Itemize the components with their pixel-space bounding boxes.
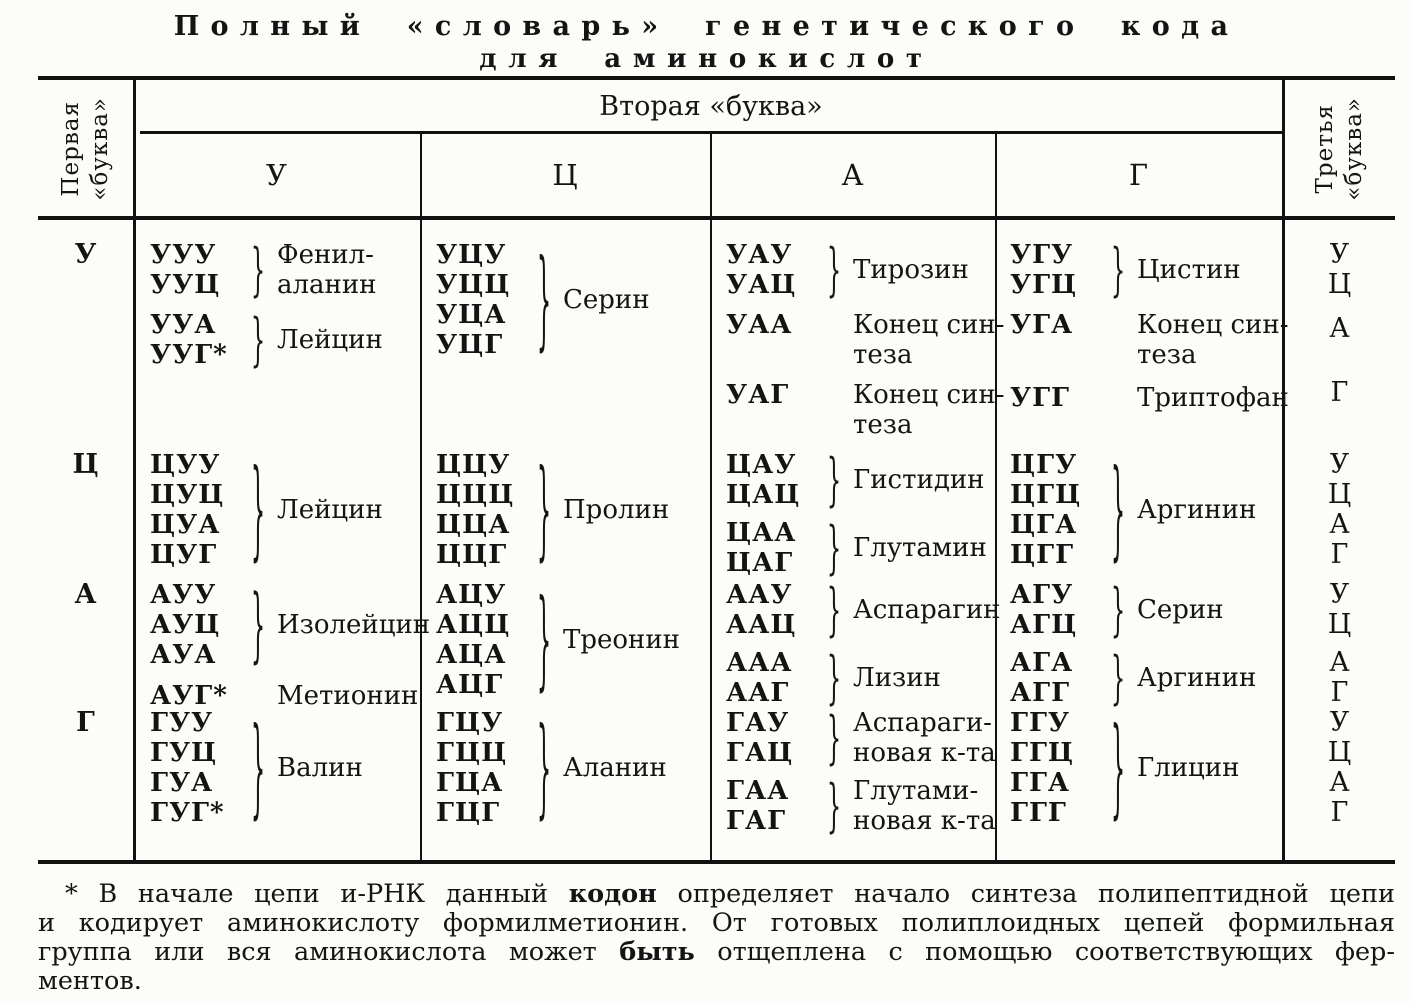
codon: ЦАГ — [726, 548, 794, 578]
brace-icon: } — [826, 236, 842, 304]
codon: АЦУ — [436, 580, 507, 610]
codon: АГЦ — [1010, 610, 1078, 640]
amino-acid-line: Лизин — [853, 663, 941, 693]
brace-icon: } — [1110, 576, 1126, 644]
brace-icon: } — [536, 577, 552, 703]
codon: АГА — [1010, 648, 1074, 678]
codon-group — [726, 236, 969, 304]
codon: ЦГГ — [1010, 540, 1075, 570]
codon-list — [726, 708, 821, 768]
column-header-u: У — [266, 158, 287, 192]
codon: ГЦГ — [436, 798, 501, 828]
codon: УУГ* — [150, 340, 228, 370]
third-letter: Ц — [1327, 269, 1352, 300]
amino-acid-label — [853, 465, 985, 495]
brace-icon: } — [250, 236, 266, 304]
amino-acid-label — [1137, 383, 1289, 413]
amino-acid-label — [853, 255, 969, 285]
second-letter-header: Вторая «буква» — [599, 91, 823, 122]
codon: УАУ — [726, 240, 793, 270]
cell-a-u — [150, 577, 431, 713]
amino-acid-line: Глутами- — [853, 776, 979, 806]
codon: ГУЦ — [150, 738, 218, 768]
codon: ЦЦЦ — [436, 480, 515, 510]
third-letter: А — [1329, 767, 1350, 798]
brace-icon: } — [826, 514, 842, 582]
codon: АЦА — [436, 640, 507, 670]
codon: ГГЦ — [1010, 738, 1075, 768]
codon-list — [726, 776, 821, 836]
first-letter-header — [38, 84, 133, 214]
codon: АГУ — [1010, 580, 1074, 610]
cell-g-c — [436, 705, 702, 831]
amino-acid-line: Лейцин — [277, 325, 383, 355]
footnote-text: отщеплена с помощью соответствующих фер- — [694, 937, 1395, 967]
first-letter-header-line2: «буква» — [86, 97, 113, 201]
cell-g-a — [726, 704, 996, 840]
third-letter: Г — [1330, 539, 1349, 570]
third-letter: Ц — [1327, 737, 1352, 768]
footnote-line-2: и кодирует аминокислоту формилметионин. От готовых полиплоидных цепей формильная — [38, 908, 1395, 938]
codon: АУА — [150, 640, 217, 670]
codon: ААГ — [726, 678, 790, 708]
amino-acid-label — [853, 708, 996, 768]
third-letter: Г — [1330, 377, 1349, 408]
codon: УЦЦ — [436, 270, 511, 300]
cell-u-u — [150, 236, 412, 374]
amino-acid-line: Серин — [1137, 595, 1224, 625]
rule-top — [38, 76, 1395, 80]
amino-acid-line: аланин — [277, 270, 377, 300]
codon: АЦГ — [436, 670, 504, 700]
amino-acid-label — [853, 380, 1004, 440]
codon: УГЦ — [1010, 270, 1078, 300]
codon-list — [1010, 580, 1105, 640]
codon-group — [726, 310, 1004, 370]
codon: ГУА — [150, 768, 214, 798]
cell-u-a — [726, 236, 1005, 440]
codon: ГУГ* — [150, 798, 225, 828]
amino-acid-label — [853, 533, 987, 563]
codon: УУУ — [150, 240, 217, 270]
amino-acid-line: Цистин — [1137, 255, 1241, 285]
codon: УГА — [1010, 310, 1074, 340]
third-letter: У — [1329, 579, 1350, 610]
vline-first-letter — [133, 78, 136, 862]
codon-list — [1010, 310, 1105, 340]
codon-group — [1010, 705, 1240, 831]
codon-list — [726, 580, 821, 640]
amino-acid-line: Аргинин — [1137, 495, 1257, 525]
cell-c-c — [436, 447, 702, 573]
cell-g-g — [1010, 705, 1274, 831]
codon-list — [150, 240, 245, 300]
codon: ЦУГ — [150, 540, 218, 570]
amino-acid-line: Метионин — [277, 680, 419, 711]
codon: АЦЦ — [436, 610, 511, 640]
codon: ЦЦА — [436, 510, 511, 540]
codon: ЦЦУ — [436, 450, 511, 480]
codon: АУГ* — [150, 680, 228, 711]
amino-acid-label — [277, 240, 377, 300]
amino-acid-label — [563, 625, 680, 655]
codon-list — [1010, 383, 1105, 413]
codon: УУА — [150, 310, 217, 340]
rule-under-header — [38, 216, 1395, 220]
codon-list — [150, 681, 245, 711]
amino-acid-line: Конец син- — [853, 310, 1005, 340]
amino-acid-label — [1137, 753, 1239, 783]
brace-icon: } — [826, 576, 842, 644]
codon: ГЦА — [436, 768, 504, 798]
cell-c-a — [726, 446, 988, 582]
brace-icon: } — [1110, 705, 1126, 831]
third-letter: У — [1329, 239, 1350, 270]
amino-acid-label — [1137, 663, 1256, 693]
footnote-line-3 — [38, 938, 1395, 967]
amino-acid-line: новая к-та — [853, 738, 996, 768]
codon: АУУ — [150, 580, 217, 610]
amino-acid-line: новая к-та — [853, 806, 996, 836]
amino-acid-label — [1137, 595, 1224, 625]
codon-group — [1010, 447, 1257, 573]
cell-a-a — [726, 576, 1001, 712]
amino-acid-line: Аспараги- — [853, 708, 992, 738]
footnote — [38, 880, 1395, 996]
third-letter: У — [1329, 707, 1350, 738]
brace-icon: } — [536, 237, 552, 363]
amino-acid-line: Фенил- — [277, 240, 374, 270]
codon-group — [726, 380, 1004, 440]
brace-icon: } — [250, 447, 266, 573]
column-header-g: Г — [1128, 158, 1149, 192]
codon: ЦАЦ — [726, 480, 801, 510]
codon-list — [150, 708, 245, 828]
title-line-1: Полный «словарь» генетического кода — [173, 11, 1240, 42]
row-letter-a: А — [74, 579, 97, 610]
cell-c-u — [150, 447, 412, 573]
vline-col-u-c — [420, 134, 422, 862]
column-header-c: Ц — [552, 158, 578, 192]
third-letter: Г — [1330, 677, 1349, 708]
row-letter-g: Г — [76, 707, 95, 738]
codon-group — [726, 576, 1001, 644]
brace-icon: } — [536, 705, 552, 831]
brace-icon: } — [250, 306, 266, 374]
footnote-text: * В начале цепи и-РНК данный — [65, 879, 569, 909]
codon: ГГА — [1010, 768, 1071, 798]
third-letter: У — [1329, 449, 1350, 480]
brace-icon: } — [826, 772, 842, 840]
codon: ЦУА — [150, 510, 221, 540]
brace-icon: } — [1110, 236, 1126, 304]
third-letters-row-u — [1284, 240, 1395, 408]
codon-group — [726, 704, 996, 772]
amino-acid-line: теза — [1137, 340, 1197, 370]
amino-acid-label — [277, 325, 383, 355]
codon-list — [726, 648, 821, 708]
brace-icon: } — [1110, 644, 1126, 712]
amino-acid-line: Конец син- — [853, 380, 1005, 410]
codon-group — [1010, 644, 1257, 712]
codon: УЦА — [436, 300, 507, 330]
amino-acid-line: Треонин — [563, 625, 681, 655]
codon: ГУУ — [150, 708, 214, 738]
cell-g-u — [150, 705, 412, 831]
third-letter-header-line1: Третья — [1312, 104, 1339, 194]
codon: УАЦ — [726, 270, 797, 300]
amino-acid-label — [277, 681, 418, 711]
first-letter-header-line1: Первая — [58, 101, 85, 197]
third-letter: Ц — [1327, 479, 1352, 510]
amino-acid-line: Конец син- — [1137, 310, 1289, 340]
amino-acid-line: Глутамин — [853, 533, 987, 563]
codon: УЦУ — [436, 240, 507, 270]
codon-list — [436, 708, 531, 828]
footnote-line-4: ментов. — [38, 966, 142, 996]
codon-list — [726, 240, 821, 300]
third-letter: Г — [1330, 797, 1349, 828]
codon-list — [726, 518, 821, 578]
amino-acid-line: теза — [853, 340, 913, 370]
cell-u-g — [1010, 236, 1289, 415]
amino-acid-line: теза — [853, 410, 913, 440]
codon-list — [436, 240, 531, 360]
page-title — [0, 10, 1413, 74]
rule-bottom — [38, 860, 1395, 864]
codon-list — [436, 450, 531, 570]
codon: АУЦ — [150, 610, 221, 640]
amino-acid-label — [1137, 310, 1288, 370]
amino-acid-label — [1137, 495, 1256, 525]
codon: ЦГЦ — [1010, 480, 1082, 510]
codon-group — [726, 772, 996, 840]
codon: ЦГА — [1010, 510, 1078, 540]
codon: УЦГ — [436, 330, 504, 360]
amino-acid-line: Изолейцин — [277, 610, 431, 640]
third-letter-header-line2: «буква» — [1340, 97, 1367, 201]
footnote-text: определяет начало синтеза полипептидной цепи — [656, 879, 1395, 909]
amino-acid-label — [1137, 255, 1241, 285]
amino-acid-label — [563, 495, 669, 525]
codon-group — [150, 577, 431, 673]
codon: ААЦ — [726, 610, 797, 640]
codon: ГАУ — [726, 708, 790, 738]
footnote-bold-kodon: кодон — [568, 879, 657, 909]
codon-group — [150, 705, 363, 831]
codon: ЦУУ — [150, 450, 221, 480]
codon: ГАА — [726, 776, 790, 806]
codon: ЦГУ — [1010, 450, 1078, 480]
codon: ГАЦ — [726, 738, 794, 768]
amino-acid-label — [277, 495, 383, 525]
amino-acid-line: Гистидин — [853, 465, 985, 495]
third-letter: А — [1329, 647, 1350, 678]
codon: УАА — [726, 310, 793, 340]
third-letter: А — [1329, 509, 1350, 540]
codon-group — [726, 514, 987, 582]
codon-list — [150, 450, 245, 570]
codon: ГАГ — [726, 806, 787, 836]
codon-list — [436, 580, 531, 700]
codon: ЦУЦ — [150, 480, 225, 510]
cell-u-c — [436, 237, 702, 363]
footnote-line-1 — [38, 880, 1395, 909]
codon: УУЦ — [150, 270, 221, 300]
codon-group — [1010, 310, 1288, 370]
codon-list — [1010, 240, 1105, 300]
footnote-text: группа или вся аминокислота может — [38, 937, 620, 967]
amino-acid-label — [853, 663, 941, 693]
codon: ГЦУ — [436, 708, 504, 738]
brace-icon: } — [826, 704, 842, 772]
vline-col-c-a — [710, 134, 712, 862]
codon-list — [1010, 450, 1105, 570]
codon: ЦАУ — [726, 450, 797, 480]
row-letter-c: Ц — [72, 449, 99, 480]
codon-group — [1010, 380, 1289, 415]
codon-group — [726, 446, 985, 514]
brace-icon: } — [826, 446, 842, 514]
amino-acid-label — [853, 310, 1004, 370]
amino-acid-label — [853, 595, 1001, 625]
amino-acid-line: Лейцин — [277, 495, 383, 525]
codon: ГГУ — [1010, 708, 1071, 738]
codon-list — [1010, 708, 1105, 828]
cell-a-c — [436, 577, 702, 703]
amino-acid-label — [277, 753, 363, 783]
codon-group — [436, 577, 681, 703]
codon: ЦЦГ — [436, 540, 508, 570]
codon-group — [436, 705, 667, 831]
amino-acid-line: Валин — [277, 753, 363, 783]
third-letter: А — [1329, 313, 1350, 344]
third-letters-row-c — [1284, 450, 1395, 570]
codon-list — [150, 580, 245, 670]
row-letter-u: У — [74, 239, 97, 270]
amino-acid-line: Серин — [563, 285, 650, 315]
amino-acid-label — [277, 610, 430, 640]
amino-acid-line: Тирозин — [853, 255, 969, 285]
brace-icon: } — [250, 577, 266, 673]
codon-group — [1010, 236, 1241, 304]
codon: УГУ — [1010, 240, 1074, 270]
third-letters-row-a — [1284, 580, 1395, 708]
amino-acid-line: Пролин — [563, 495, 670, 525]
codon-list — [150, 310, 245, 370]
third-letter: Ц — [1327, 609, 1352, 640]
brace-icon: } — [536, 447, 552, 573]
third-letter-header — [1284, 84, 1395, 214]
amino-acid-line: Аргинин — [1137, 663, 1257, 693]
amino-acid-line: Глицин — [1137, 753, 1240, 783]
codon: УАГ — [726, 380, 790, 410]
third-letters-row-g — [1284, 708, 1395, 828]
amino-acid-label — [853, 776, 996, 836]
codon: ГГГ — [1010, 798, 1067, 828]
column-header-a: А — [841, 158, 864, 192]
amino-acid-line: Аспарагин — [853, 595, 1001, 625]
footnote-bold-byt: быть — [619, 937, 695, 967]
amino-acid-line: Аланин — [563, 753, 667, 783]
codon: ГЦЦ — [436, 738, 508, 768]
brace-icon: } — [1110, 447, 1126, 573]
amino-acid-line: Триптофан — [1137, 382, 1289, 413]
amino-acid-label — [563, 285, 650, 315]
codon: ААА — [726, 648, 793, 678]
brace-icon: } — [826, 644, 842, 712]
brace-icon: } — [250, 705, 266, 831]
cell-c-g — [1010, 447, 1274, 573]
codon: АГГ — [1010, 678, 1071, 708]
codon-list — [1010, 648, 1105, 708]
codon: ААУ — [726, 580, 793, 610]
codon-list — [726, 310, 821, 340]
codon-list — [726, 380, 821, 410]
codon: УГГ — [1010, 382, 1071, 413]
cell-a-g — [1010, 576, 1274, 712]
amino-acid-label — [563, 753, 667, 783]
codon: ЦАА — [726, 518, 797, 548]
codon-list — [726, 450, 821, 510]
title-line-2: для аминокислот — [479, 44, 934, 74]
